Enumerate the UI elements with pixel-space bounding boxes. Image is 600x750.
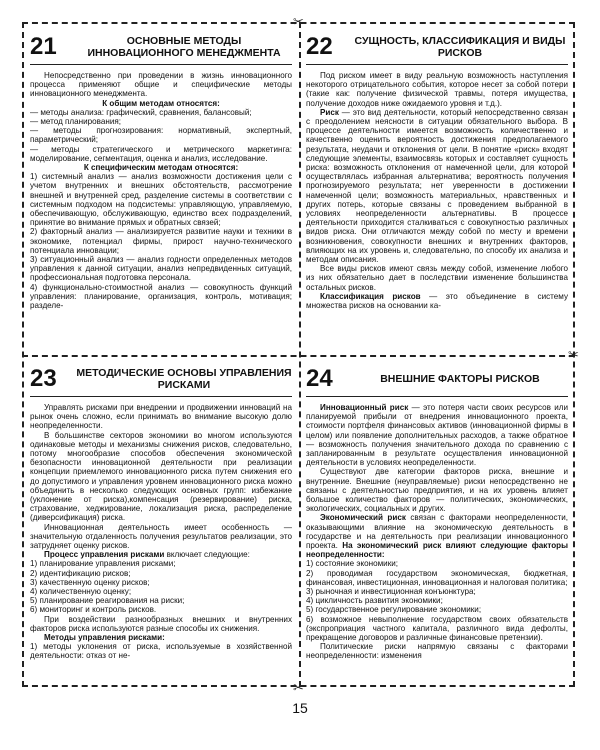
paragraph: Инновационная деятельность имеет особенность — значительную отдаленность получения результатов реализации, это затрудняет оценку рисков.	[30, 522, 292, 551]
paragraph-text: — это потеря части своих ресурсов или планируемой прибыли от внедрения инновационного проекта, стоимости портфеля финансовых активов (инновационной фирмы в целом) или появление дополнительных расходов, а также обратное — возможность получения значительного дохода по сравнению с запланированным в результате осуществления инновационной деятельности в условиях неопределенности.	[306, 403, 568, 468]
scissors-icon: ✂	[293, 14, 304, 29]
list-item: 1) системный анализ — анализ возможности достижения цели с учетом внутренних и внешних обстоятельств, рассмотрение внешней и внутренней сред, разделение системы в соответствии с системным подходом на подсистемы: управляющую, управляемую, обеспечивающую, обслуживающую, единство всех подразделений, принятие во внимание прямых и обратных связей;	[30, 172, 292, 228]
subheading: К общим методам относятся:	[102, 98, 220, 108]
subheading: Методы управления рисками:	[44, 633, 165, 643]
card-body	[306, 403, 568, 661]
paragraph	[306, 292, 568, 310]
list-item: 6) мониторинг и контроль рисков.	[30, 605, 157, 615]
paragraph: Все виды рисков имеют связь между собой, изменение любого из них обязательно дает в последствии изменение большинства остальных рисков.	[306, 264, 568, 292]
paragraph	[306, 108, 568, 264]
list-item: 1) планирование управления рисками;	[30, 559, 176, 569]
term: Риск	[320, 107, 339, 117]
list-item: — методы стратегического и метрического маркетинга: моделирование, сегментация, оценка и анализ, исследование.	[30, 144, 292, 163]
list-item: 1) методы уклонения от риска, используемые в хозяйственной деятельности: отказ от не-	[30, 642, 292, 661]
card-body	[30, 71, 292, 310]
horizontal-cut-line	[22, 355, 575, 357]
paragraph: Под риском имеет в виду реальную возможность наступления некоторого отрицательного события, которое несет за собой потери (такие как: получение физической травмы, потеря имущества, получение доходов ниже ожидаемого уровня и т.д.).	[306, 71, 568, 108]
list-item: 5) планирование реагирования на риски;	[30, 596, 185, 606]
card-body	[30, 403, 292, 661]
page-number: 15	[292, 700, 308, 716]
card-22	[306, 30, 568, 350]
paragraph-text: — это объединение в систему множества рисков на основании ка-	[306, 291, 568, 311]
paragraph-text: — это вид деятельности, который непосредственно связан с преодолением неясности в ситуации обязательного выбора. В процессе деятельности имеется возможность количественно и качественно оценить вероятность достижения предполагаемого результата, неудачи и отклонения от цели. В понятие «риск» входят следующие элементы, взаимосвязь которых и составляет сущность риска: возможность отклонения от намеченной цели, для которой осуществлялась избранная альтернатива; вероятность получения прогнозируемого результата; нет уверенности в достижении намеченной цели; возможность материальных, нравственных и других потерь, которые связаны с проведением выбранной в условиях неопределенности альтернативы. В процессе деятельности приходится сталкиваться с совокупностью различных видов риска. Они отличаются между собой по месту и времени возникновения, совокупности внешних и внутренних факторов, влияющих на их уровень и, следовательно, по способу их анализа и методам описания.	[306, 107, 568, 265]
list-item: 4) цикличность развития экономики;	[306, 596, 443, 606]
paragraph-text: связан с факторами неопределенности, оказывающими влияние на экономическую деятельность в государстве и на деятельность при реализации инновационного проекта.	[306, 513, 568, 551]
paragraph: Непосредственно при проведении в жизнь инновационного процесса применяют общие и специфические методы инновационного менеджмента.	[30, 71, 292, 99]
term: Экономический риск	[320, 513, 406, 523]
card-number: 24	[306, 365, 333, 392]
term: Инновационный риск	[320, 403, 409, 412]
card-title: СУЩНОСТЬ, КЛАССИФИКАЦИЯ И ВИДЫ РИСКОВ	[354, 35, 566, 59]
card-header	[30, 362, 292, 397]
scissors-icon: ✂	[293, 680, 304, 695]
paragraph	[306, 403, 568, 467]
card-number: 23	[30, 365, 57, 392]
list-item: 2) проводимая государством экономическая, бюджетная, финансовая, инвестиционная, инновационная и налоговая политика;	[306, 568, 568, 587]
list-item: — методы прогнозирования: нормативный, экспертный, параметрический;	[30, 126, 292, 145]
list-item: 4) функционально-стоимостной анализ — совокупность функций управления: планирование, организация, контроль, мотивация; разделе-	[30, 282, 292, 311]
card-21	[30, 30, 292, 350]
paragraph: Существуют две категории факторов риска, внешние и внутренние. Внешние (неуправляемые) риски непосредственно не связаны с деятельностью предприятия, и на их уровень влияет большое количество факторов — политических, экономических, экологических, социальных и других.	[306, 467, 568, 514]
card-number: 21	[30, 33, 57, 60]
scissors-icon: ✂	[568, 347, 579, 362]
list-item: 3) ситуационный анализ — анализ годности определенных методов управления к данной ситуации, анализ непредвиденных ситуаций, профессиональная подготовка персонала.	[30, 255, 292, 283]
card-header	[30, 30, 292, 65]
list-item: — методы анализа: графический, сравнения, балансовый;	[30, 107, 252, 117]
card-title: ОСНОВНЫЕ МЕТОДЫ ИННОВАЦИОННОГО МЕНЕДЖМЕНТА	[87, 35, 281, 59]
paragraph-text: включает следующие:	[164, 550, 250, 560]
card-header	[306, 30, 568, 65]
card-header	[306, 362, 568, 397]
list-item: 2) факторный анализ — анализируется развитие науки и техники в экономике, потенциал фирмы, прирост научно-технического потенциала инновации;	[30, 227, 292, 255]
paragraph: При воздействии разнообразных внешних и внутренних факторов риска используются разные способы их снижения.	[30, 614, 292, 633]
list-item: 6) возможное невыполнение государством своих обязательств (экспроприация частного капитала, различного вида дефолты, прекращение договоров и различные финансовые претензии).	[306, 614, 568, 643]
subheading: К специфическим методам относятся:	[83, 163, 239, 173]
paragraph: Политические риски напрямую связаны с факторами неопределенности: изменения	[306, 642, 568, 661]
list-item: 4) количественную оценку;	[30, 587, 132, 597]
term: Процесс управления рисками	[44, 550, 165, 560]
list-item: 5) государственное регулирование экономики;	[306, 605, 482, 615]
paragraph	[30, 550, 292, 559]
list-item: — метод планирования;	[30, 117, 121, 127]
paragraph: В большинстве секторов экономики во многом используются одинаковые методы и механизмы снижения рисков, следовательно, потому многообразие способов обеспечения экономической безопасности инновационной деятельности при реализации концепции приемлемого инновационного риска путем снижения его до допустимого и управления уровнем инновационного риска можно объединить в несколько следующих основных групп: избежание (уклонение от риска),компенсация (резервирование) риска, страхование, хеджирование, локализация риска, распределение (диверсификация) риска.	[30, 430, 292, 523]
list-item: 2) идентификацию рисков;	[30, 568, 131, 578]
list-item: 1) состояние экономики;	[306, 559, 399, 569]
term: На экономический риск влияют следующие факторы неопределенности:	[306, 541, 568, 560]
card-23	[30, 362, 292, 682]
card-title: ВНЕШНИЕ ФАКТОРЫ РИСКОВ	[380, 373, 540, 385]
card-number: 22	[306, 33, 333, 60]
paragraph: Управлять рисками при внедрении и продвижении инноваций на рынок очень сложно, если принимать во внимание высокую долю неопределенности.	[30, 403, 292, 431]
term: Классификация рисков	[320, 291, 421, 301]
list-item: 3) качественную оценку рисков;	[30, 577, 150, 587]
list-item: 3) рыночная и инвестиционная конъюнктура;	[306, 587, 476, 597]
card-title: МЕТОДИЧЕСКИЕ ОСНОВЫ УПРАВЛЕНИЯ РИСКАМИ	[76, 367, 292, 391]
paragraph	[306, 513, 568, 559]
card-body	[306, 71, 568, 310]
card-24	[306, 362, 568, 682]
